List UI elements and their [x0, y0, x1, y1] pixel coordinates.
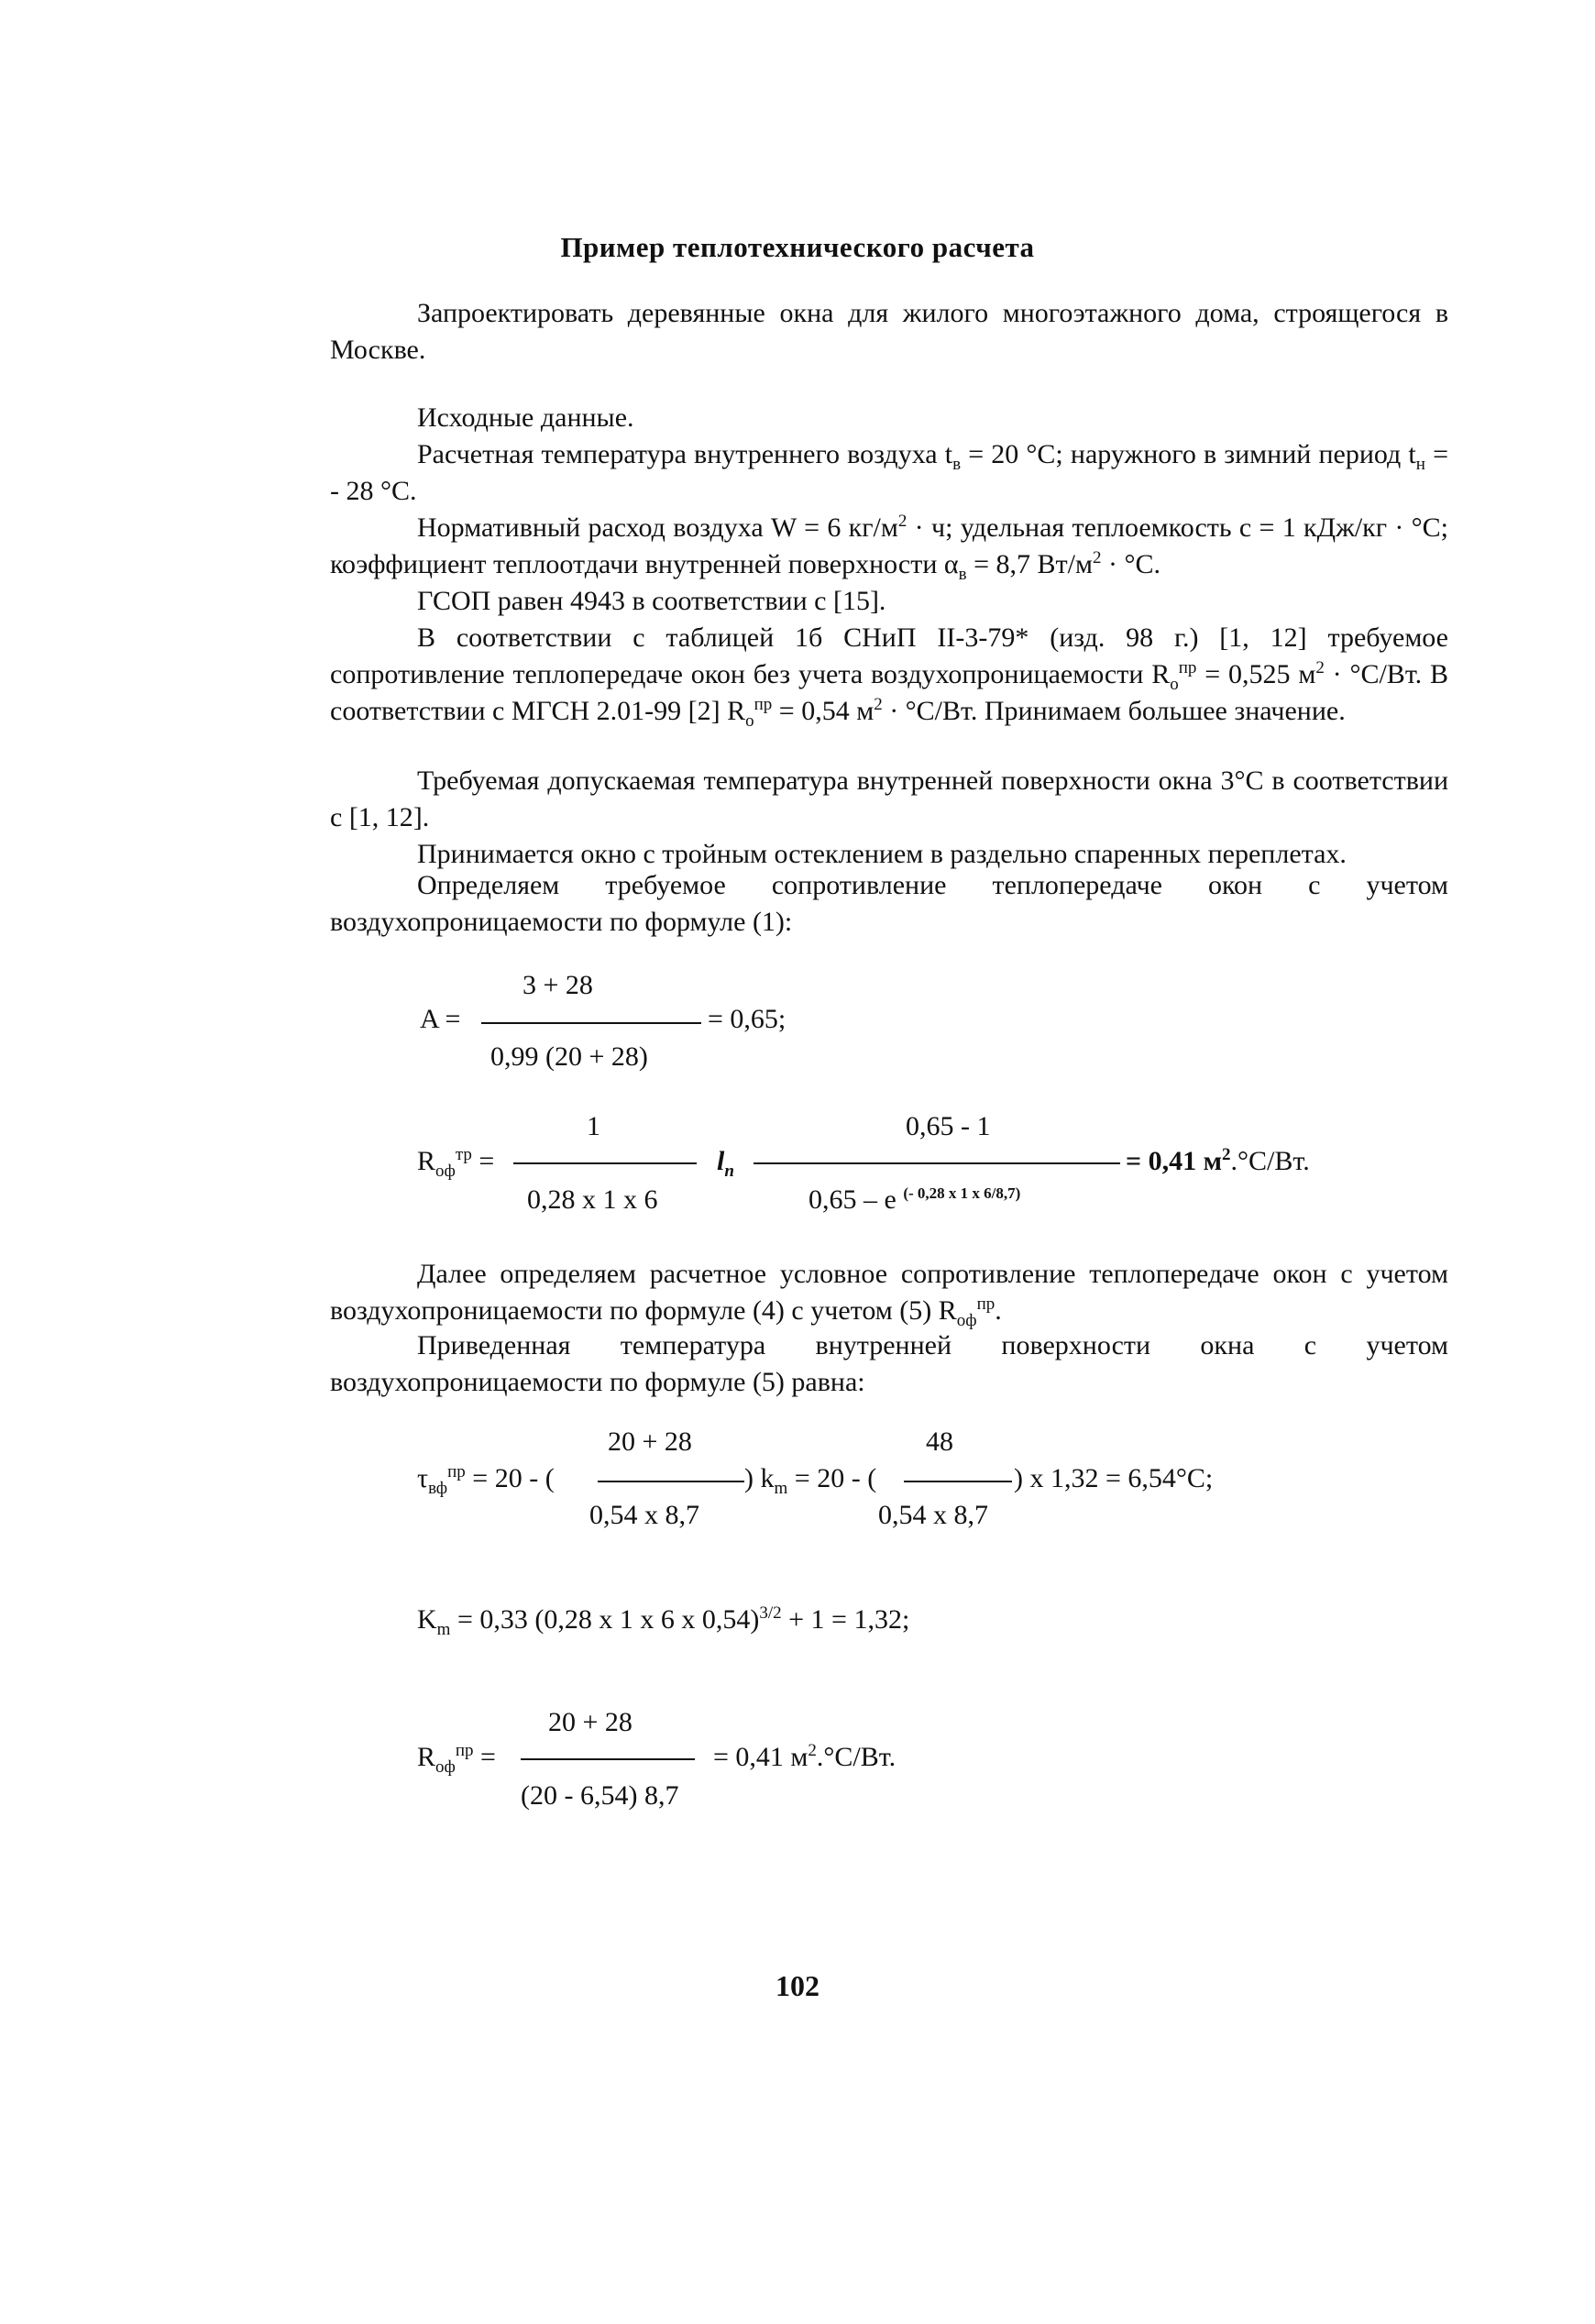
- formula-a-denominator: 0,99 (20 + 28): [490, 1041, 648, 1072]
- formula-tau-mid: ) $k_m = 20$ - (: [744, 1463, 877, 1498]
- paragraph-temperatures: Расчетная температура внутреннего воздуха $t_в = 20$ °С; наружного в зимний период $t_н$ = - 28 °С.: [330, 439, 1448, 506]
- page-number: 102: [776, 1969, 820, 2002]
- paragraph-conditional-resistance: Далее определяем расчетное условное сопротивление теплопередаче окон с учетом воздухопроницаемости по формуле (4) с учетом (5) $R_{оф}^{пр}$.: [330, 1259, 1448, 1330]
- formula-rof-bar1: [513, 1162, 697, 1164]
- paragraph-gsop: ГСОП равен 4943 в соответствии с [15].: [417, 586, 886, 616]
- formula-a-bar: [481, 1022, 701, 1024]
- formula-tau-den2: 0,54 x 8,7: [878, 1500, 988, 1530]
- formula-a-lhs: A =: [420, 1004, 461, 1034]
- paragraph-reduced-temperature: Приведенная температура внутренней поверхности окна с учетом воздухопроницаемости по формуле (5) равна:: [330, 1330, 1448, 1397]
- formula-rof-num1: 1: [587, 1111, 600, 1141]
- intro-paragraph: Запроектировать деревянные окна для жилого многоэтажного дома, строящегося в Москве.: [330, 298, 1448, 365]
- formula-tau-num1: 20 + 28: [608, 1426, 692, 1457]
- paragraph-formula-intro: Определяем требуемое сопротивление теплопередаче окон с учетом воздухопроницаемости по формуле (1):: [330, 870, 1448, 937]
- formula-rofpr-lhs: $R_{оф}^{пр}$ =: [417, 1741, 496, 1777]
- formula-tau-num2: 48: [926, 1426, 953, 1457]
- formula-a-numerator: 3 + 28: [522, 970, 593, 1000]
- paragraph-window-type: Принимается окно с тройным остеклением в раздельно спаренных переплетах.: [417, 839, 1347, 869]
- paragraph-air-flow: Нормативный расход воздуха W = 6 $кг/м^2 \cdot ч$; удельная теплоемкость с = 1 кДж/кг · °С; коэффициент теплоотдачи внутренней поверхности $\alpha_в = 8,7$ $Вт/м^2 \cdot ^\circ С$.: [330, 512, 1448, 584]
- formula-rof-bar2: [754, 1162, 1120, 1164]
- source-data-header: Исходные данные.: [417, 402, 634, 433]
- formula-tau-bar2: [904, 1481, 1012, 1482]
- formula-rofpr-numerator: 20 + 28: [548, 1707, 632, 1737]
- formula-rof-den1: 0,28 x 1 x 6: [527, 1184, 658, 1215]
- formula-rofpr-bar: [521, 1758, 695, 1760]
- formula-tau-lhs: $\tau_{вф}^{пр} = 20$ - (: [417, 1462, 555, 1498]
- page-title: Пример теплотехнического расчета: [560, 231, 1035, 263]
- formula-rof-den2: 0,65 – e $^{(- 0,28 x 1 x 6/8,7)}$: [808, 1184, 1021, 1215]
- formula-rof-num2: 0,65 - 1: [906, 1111, 991, 1141]
- formula-tau-bar1: [598, 1481, 744, 1482]
- formula-rof-result: = 0,41 $м^2.^\circ С/Вт$.: [1126, 1145, 1310, 1176]
- formula-tau-result: ) x 1,32 = 6,54°С;: [1014, 1463, 1214, 1493]
- formula-rof-ln: $l_n$: [717, 1146, 734, 1181]
- paragraph-surface-temperature: Требуемая допускаемая температура внутренней поверхности окна 3°С в соответствии с [1, 12].: [330, 765, 1448, 832]
- formula-rofpr-denominator: (20 - 6,54) 8,7: [521, 1780, 679, 1811]
- paragraph-required-resistance: В соответствии с таблицей 1б СНиП II-3-79* (изд. 98 г.) [1, 12] требуемое сопротивление теплопередаче окон без учета воздухопроницаемости $R_о^{пр} = 0,525$ $м^2 \cdot ^\circ С/Вт$. В соответствии с МГСН 2.01-99 [2] $R_о^{пр} = 0,54$ $м^2 \cdot ^\circ С/Вт$. Принимаем большее значение.: [330, 622, 1449, 731]
- formula-a-result: = 0,65;: [708, 1004, 786, 1034]
- formula-rofpr-result: = 0,41 $м^2.^\circ С/Вт$.: [713, 1741, 896, 1772]
- formula-tau-den1: 0,54 x 8,7: [589, 1500, 699, 1530]
- formula-km: $K_m = 0,33$ (0,28 x 1 x 6 x 0,54)$^{3/2}$ + 1 = 1,32;: [417, 1603, 910, 1639]
- formula-rof-lhs: $R_{оф}^{тр}$ =: [417, 1145, 495, 1181]
